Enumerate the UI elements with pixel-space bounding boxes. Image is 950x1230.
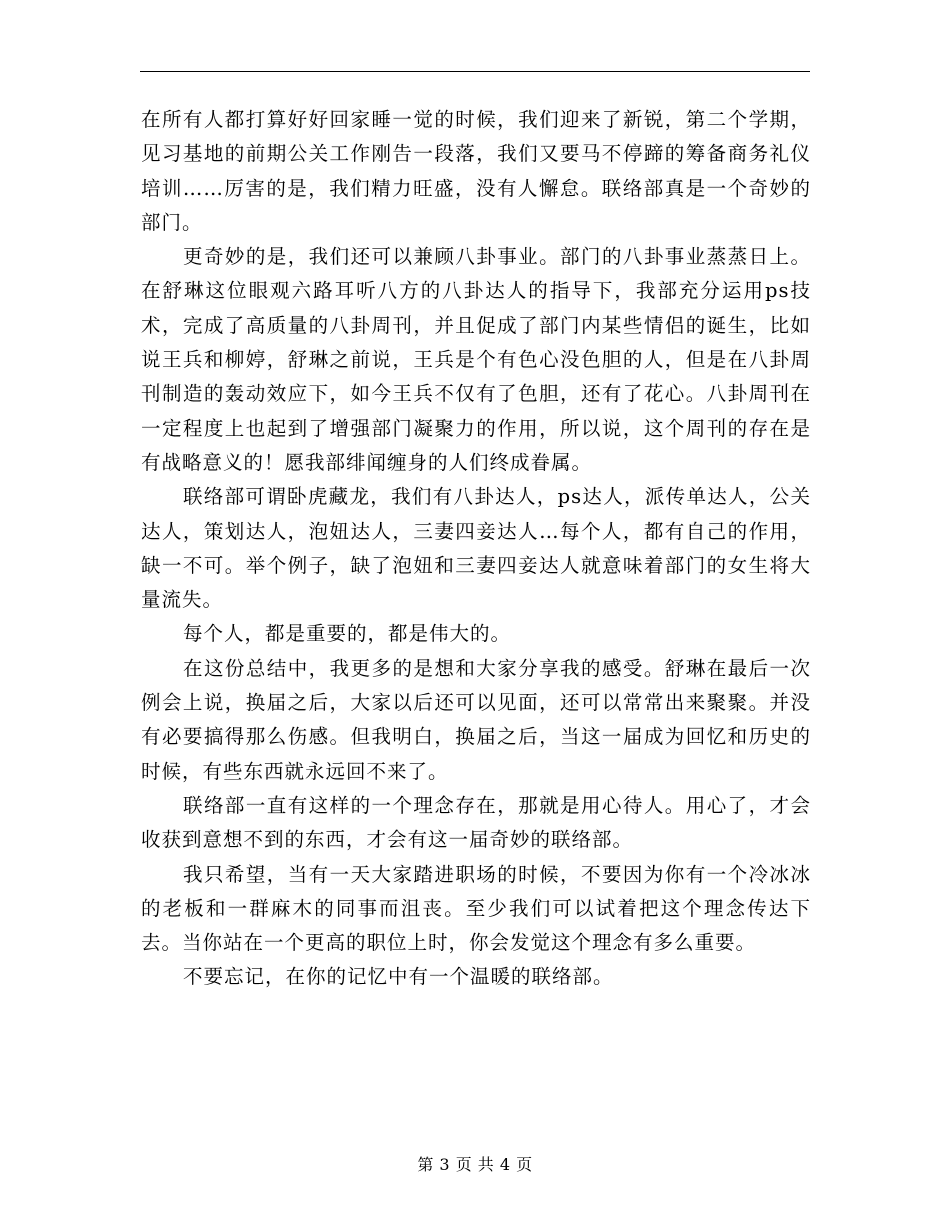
paragraph-2: 更奇妙的是，我们还可以兼顾八卦事业。部门的八卦事业蒸蒸日上。在舒琳这位眼观六路耳听八方的八卦达人的指导下，我部充分运用ps技术，完成了高质量的八卦周刊，并且促成了部门内某些情侣的诞生，比如说王兵和柳婷，舒琳之前说，王兵是个有色心没色胆的人，但是在八卦周刊制造的轰动效应下，如今王兵不仅有了色胆，还有了花心。八卦周刊在一定程度上也起到了增强部门凝聚力的作用，所以说，这个周刊的存在是有战略意义的！愿我部绯闻缠身的人们终成眷属。	[141, 245, 811, 474]
paragraph-4: 每个人，都是重要的，都是伟大的。	[183, 622, 512, 646]
paragraph-6: 联络部一直有这样的一个理念存在，那就是用心待人。用心了，才会收获到意想不到的东西，才会有这一届奇妙的联络部。	[141, 793, 811, 852]
page-footer	[0, 1154, 950, 1176]
paragraph-1: 在所有人都打算好好回家睡一觉的时候，我们迎来了新锐，第二个学期，见习基地的前期公关工作刚告一段落，我们又要马不停蹄的筹备商务礼仪培训……厉害的是，我们精力旺盛，没有人懈怠。联络部真是一个奇妙的部门。	[141, 108, 811, 234]
page-number: 第 3 页 共 4 页	[417, 1155, 533, 1174]
paragraph-8: 不要忘记，在你的记忆中有一个温暖的联络部。	[183, 965, 614, 989]
document-body	[141, 103, 811, 995]
paragraph-5: 在这份总结中，我更多的是想和大家分享我的感受。舒琳在最后一次例会上说，换届之后，大家以后还可以见面，还可以常常出来聚聚。并没有必要搞得那么伤感。但我明白，换届之后，当这一届成为回忆和历史的时候，有些东西就永远回不来了。	[141, 656, 811, 783]
paragraph-3: 联络部可谓卧虎藏龙，我们有八卦达人，ps达人，派传单达人，公关达人，策划达人，泡妞达人，三妻四妾达人…每个人，都有自己的作用，缺一不可。举个例子，缺了泡妞和三妻四妾达人就意味着部门的女生将大量流失。	[141, 485, 811, 612]
header-rule	[140, 71, 810, 72]
paragraph-7: 我只希望，当有一天大家踏进职场的时候，不要因为你有一个冷冰冰的老板和一群麻木的同事而沮丧。至少我们可以试着把这个理念传达下去。当你站在一个更高的职位上时，你会发觉这个理念有多么重要。	[141, 862, 811, 955]
